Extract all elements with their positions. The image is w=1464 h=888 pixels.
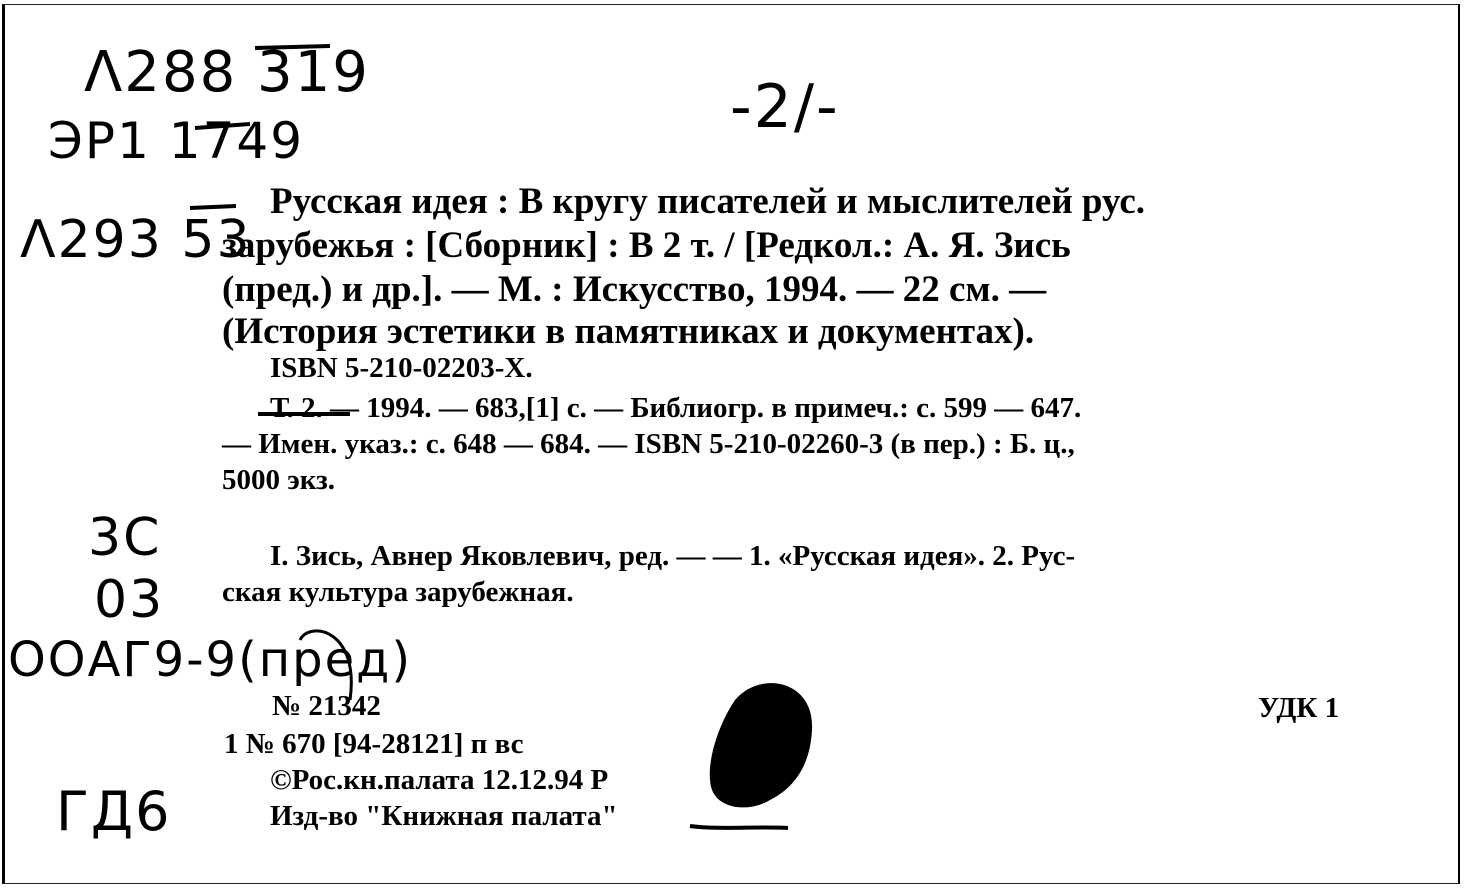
title-line-4: (История эстетики в памятниках и документах). [222, 311, 1035, 352]
title-line-1: Русская идея : В кругу писателей и мыслителей рус. [270, 181, 1146, 222]
ink-blot [710, 683, 812, 807]
title-dash-mark [190, 206, 236, 208]
volume-line-2: — Имен. указ.: с. 648 — 684. — ISBN 5-210-02260-3 (в пер.) : Б. ц., [222, 428, 1075, 460]
handwritten-code-7: ГД6 [56, 780, 172, 843]
handwritten-code-3: Λ293 53 [20, 210, 252, 270]
title-line-2: зарубежья : [Сборник] : В 2 т. / [Редкол.: А. Я. Зись [222, 225, 1071, 266]
volume-line-3: 5000 экз. [222, 464, 336, 496]
volume-line-1: Т. 2. — 1994. — 683,[1] с. — Библиогр. в примеч.: с. 599 — 647. [270, 392, 1082, 424]
bracket-stroke [300, 631, 351, 700]
udk: УДК 1 [1258, 692, 1340, 724]
subjects-line-2: ская культура зарубежная. [222, 576, 574, 608]
handwritten-code-1: Λ288 319 [84, 40, 370, 105]
publisher-underline [690, 826, 788, 828]
series-line: 1 № 670 [94-28121] п вс [224, 728, 524, 760]
handwritten-mark: -2/- [730, 72, 840, 142]
code-overline [255, 46, 330, 48]
title-line-3: (пред.) и др.]. — М. : Искусство, 1994. — 22 см. — [222, 269, 1047, 310]
handwritten-code-5: 03 [94, 570, 165, 630]
handwritten-code-6: ООАГ9-9(пред) [8, 632, 413, 688]
publisher-line: Изд-во "Книжная палата" [270, 800, 618, 832]
handwritten-code-2: ЭР1 1749 [48, 112, 305, 170]
handwritten-code-4: 3С [88, 508, 162, 568]
code2-overline [195, 124, 250, 128]
subjects-line-1: I. Зись, Авнер Яковлевич, ред. — — 1. «Русская идея». 2. Рус- [270, 540, 1076, 572]
copyright-line: ©Рос.кн.палата 12.12.94 Р [270, 764, 609, 796]
isbn: ISBN 5-210-02203-Х. [270, 352, 533, 384]
record-number: № 21342 [272, 690, 381, 722]
